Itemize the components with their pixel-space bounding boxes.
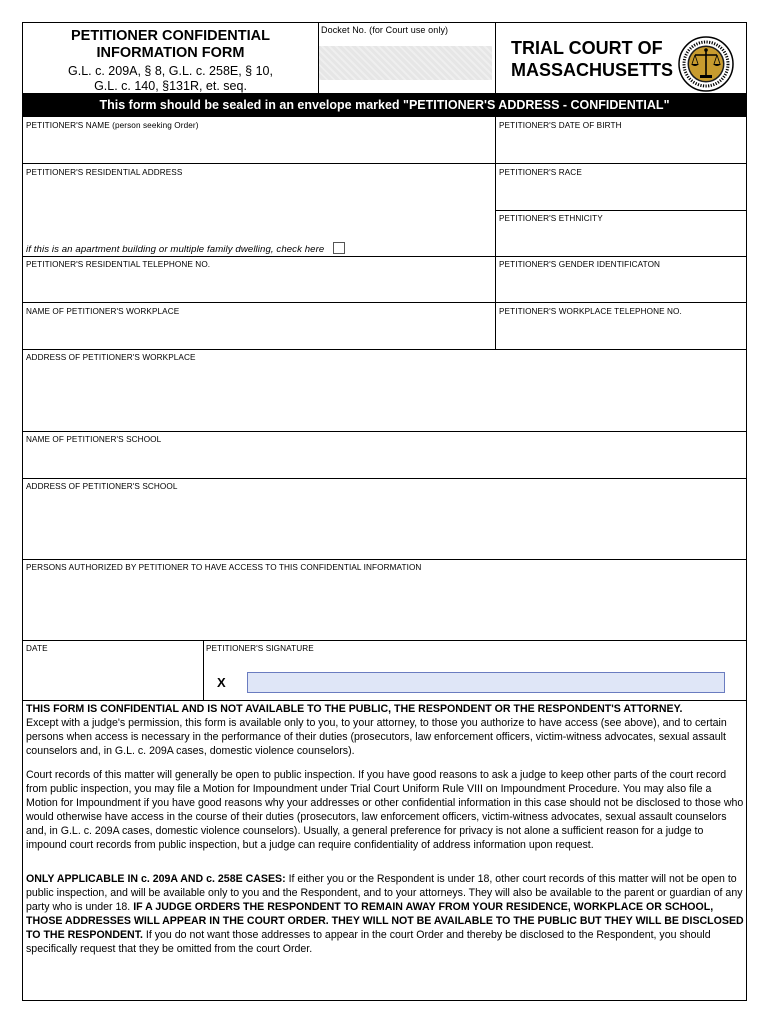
workplace-address-field[interactable] bbox=[23, 349, 746, 431]
notice-3-text-2: If you do not want those addresses to appear in the court Order and thereby be disclosed to the Respondent, you should specifically request that they be omitted from the court Order. bbox=[26, 929, 711, 955]
workplace-name-label: NAME OF PETITIONER'S WORKPLACE bbox=[26, 307, 180, 316]
citation-line2: G.L. c. 140, §131R, et. seq. bbox=[94, 79, 247, 93]
signature-field[interactable] bbox=[247, 672, 725, 693]
notice-3-text-1: If either you or the Respondent is under 18, other court records of this matter will not be open to public inspection, and will be available only to you and the Respondent, and to your attorneys. They will also be available to the parent or guardian of any party who is under 18. bbox=[26, 873, 743, 913]
dob-label: PETITIONER'S DATE OF BIRTH bbox=[499, 121, 622, 130]
court-name-line1: TRIAL COURT OF bbox=[511, 38, 663, 58]
telephone-field[interactable] bbox=[23, 256, 495, 302]
school-name-field[interactable] bbox=[23, 431, 746, 478]
name-label: PETITIONER'S NAME (person seeking Order) bbox=[26, 121, 199, 130]
school-name-label: NAME OF PETITIONER'S SCHOOL bbox=[26, 435, 162, 444]
workplace-address-label: ADDRESS OF PETITIONER'S WORKPLACE bbox=[26, 353, 196, 362]
confidential-banner: This form should be sealed in an envelope marked "PETITIONER'S ADDRESS - CONFIDENTIAL" bbox=[23, 93, 746, 117]
school-address-field[interactable] bbox=[23, 478, 746, 559]
authorized-persons-field[interactable] bbox=[23, 559, 746, 640]
apartment-checkbox[interactable] bbox=[333, 242, 345, 254]
notice-paragraph-3 bbox=[26, 872, 746, 956]
signature-x-mark: X bbox=[217, 675, 226, 690]
docket-label: Docket No. (for Court use only) bbox=[321, 25, 449, 35]
notice-3-bold-warning: IF A JUDGE ORDERS THE RESPONDENT TO REMAIN AWAY FROM YOUR RESIDENCE, WORKPLACE OR SCHOOL, THOSE ADDRESSES WILL APPEAR IN THE COURT ORDER. THEY WILL NOT BE AVAILABLE TO THE PUBLIC BUT THEY WILL BE DISCLOSED TO THE RESPONDENT. bbox=[26, 901, 744, 941]
header-divider-right bbox=[495, 23, 496, 93]
apartment-note: if this is an apartment building or multiple family dwelling, check here bbox=[26, 244, 325, 255]
court-seal-scales-icon bbox=[677, 35, 735, 93]
dob-field[interactable] bbox=[495, 117, 746, 163]
notice-paragraph-1 bbox=[26, 702, 746, 758]
citation-line1: G.L. c. 209A, § 8, G.L. c. 258E, § 10, bbox=[68, 64, 273, 78]
telephone-label: PETITIONER'S RESIDENTIAL TELEPHONE NO. bbox=[26, 260, 211, 269]
workplace-phone-label: PETITIONER'S WORKPLACE TELEPHONE NO. bbox=[499, 307, 682, 316]
notice-3-bold-heading: ONLY APPLICABLE IN c. 209A AND c. 258E CASES: bbox=[26, 873, 286, 885]
confidential-information-form bbox=[22, 22, 747, 1001]
workplace-phone-field[interactable] bbox=[495, 302, 746, 349]
gender-label: PETITIONER'S GENDER IDENTIFICATON bbox=[499, 260, 661, 269]
gender-field[interactable] bbox=[495, 256, 746, 302]
school-address-label: ADDRESS OF PETITIONER'S SCHOOL bbox=[26, 482, 178, 491]
notice-1-bold: THIS FORM IS CONFIDENTIAL AND IS NOT AVAILABLE TO THE PUBLIC, THE RESPONDENT OR THE RESPONDENT'S ATTORNEY. bbox=[26, 703, 683, 715]
workplace-name-field[interactable] bbox=[23, 302, 495, 349]
residential-address-label: PETITIONER'S RESIDENTIAL ADDRESS bbox=[26, 168, 183, 177]
date-divider bbox=[203, 640, 204, 700]
form-title-line2: INFORMATION FORM bbox=[96, 45, 245, 61]
name-field[interactable] bbox=[23, 117, 495, 163]
ethnicity-label: PETITIONER'S ETHNICITY bbox=[499, 214, 603, 223]
date-label: DATE bbox=[26, 644, 48, 653]
race-label: PETITIONER'S RACE bbox=[499, 168, 582, 177]
court-name-line2: MASSACHUSETTS bbox=[511, 60, 674, 80]
race-field[interactable] bbox=[495, 163, 746, 210]
notice-paragraph-2 bbox=[26, 768, 746, 852]
notice-2-text: Court records of this matter will generally be open to public inspection. If you have good reasons to ask a judge to keep other parts of the court record from public inspection, you may file a Motion for Impoundment under Trial Court Uniform Rule VIII on Impoundment Procedure. You may also file a Motion for Impoundment if you have good reasons why your addresses or other confidential information in this case should not be disclosed to those who would otherwise have access in the course of their duties (prosecutors, law enforcement officers, victim-witness advocates, sexual assault counselors and, in G.L. c. 209A cases, domestic violence counselors). Usually, a general preference for privacy is not alone a sufficient reason for a judge to impound court records from public inspection, but a judge can require confidentiality of address information upon request. bbox=[26, 769, 744, 851]
residential-address-field[interactable] bbox=[23, 163, 495, 243]
date-field[interactable] bbox=[23, 640, 203, 700]
form-title-line1: PETITIONER CONFIDENTIAL bbox=[71, 28, 270, 44]
notice-1-text: Except with a judge's permission, this form is available only to you, to your attorney, to those you authorize to have access (see above), and to certain persons when access is necessary in the performance of their duties (prosecutors, law enforcement officers, victim-witness advocates, sexual assault counselors and, in G.L. c. 209A cases, domestic violence counselors). bbox=[26, 717, 727, 757]
authorized-persons-label: PERSONS AUTHORIZED BY PETITIONER TO HAVE ACCESS TO THIS CONFIDENTIAL INFORMATION bbox=[26, 563, 422, 572]
signature-label: PETITIONER'S SIGNATURE bbox=[206, 644, 314, 653]
ethnicity-field[interactable] bbox=[495, 210, 746, 256]
row-line bbox=[23, 700, 746, 701]
docket-number-field[interactable] bbox=[319, 46, 492, 80]
